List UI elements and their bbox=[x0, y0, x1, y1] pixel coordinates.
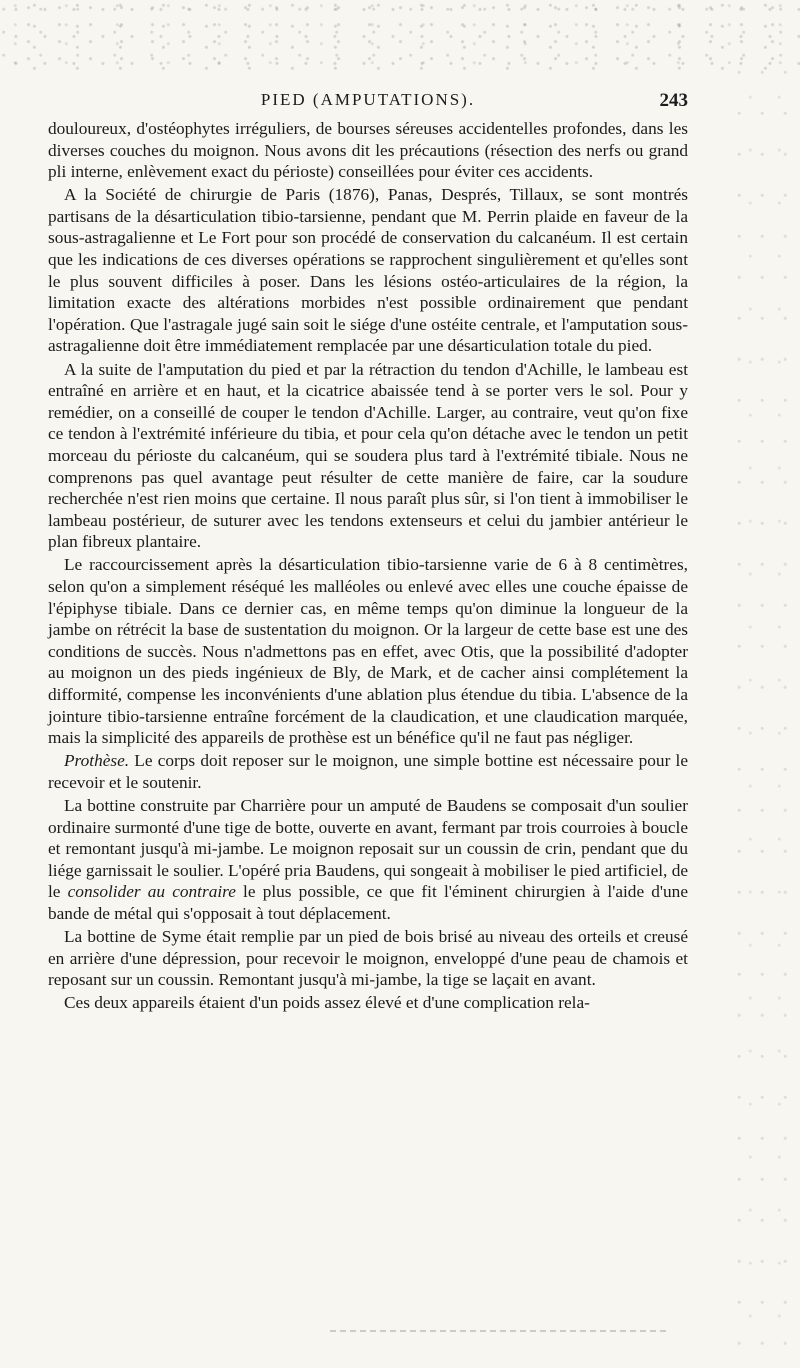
bottine-text-after: le plus possible, ce que fit l'éminent chirurgien à l'aide d'une bande de métal qui s'opposait à tout déplacement. bbox=[48, 882, 688, 923]
paragraph-last: Ces deux appareils étaient d'un poids assez élevé et d'une complication rela- bbox=[64, 993, 590, 1013]
bottom-bleed-through bbox=[330, 1330, 670, 1332]
scan-noise-right bbox=[730, 60, 800, 1360]
paragraph-syme: La bottine de Syme était remplie par un pied de bois brisé au niveau des orteils et creusé en arrière d'une dépression, pour recevoir le moignon, enveloppé d'une peau de chamois et reposant sur un coussin. Remontant jusqu'à mi-jambe, la tige se laçait en avant. bbox=[48, 926, 688, 990]
scan-noise-top bbox=[0, 0, 800, 70]
bottine-emphasis: consolider au contraire bbox=[67, 882, 236, 902]
body-text bbox=[48, 118, 688, 1015]
paragraph-2: A la Société de chirurgie de Paris (1876), Panas, Després, Tillaux, se sont montrés partisans de la désarticulation tibio-tarsienne, pendant que M. Perrin plaide en faveur de la sous-astragalienne et Le Fort pour son procédé de conservation du calcanéum. Il est certain que les indications de ces diverses opérations se rapprochent singulièrement et qu'elles sont le plus souvent difficiles à poser. Dans les lésions ostéo-articulaires de la région, la limitation exacte des altérations morbides n'est possible ordinairement que pendant l'opération. Que l'astragale jugé sain soit le siége d'une ostéite centrale, et l'amputation sous-astragalienne doit être immédiatement remplacée par une désarticulation totale du pied. bbox=[48, 185, 688, 356]
paragraph-1: douloureux, d'ostéophytes irréguliers, de bourses séreuses accidentelles profondes, dans les diverses couches du moignon. Nous avons dit les précautions (résection des nerfs ou grand pli interne, enlèvement exact du périoste) conseillées pour éviter ces accidents. bbox=[48, 119, 688, 182]
paragraph-prothese bbox=[48, 750, 688, 793]
paragraph-3: A la suite de l'amputation du pied et par la rétraction du tendon d'Achille, le lambeau est entraîné en arrière et en haut, et la cicatrice abaissée tend à se porter vers le sol. Pour y remédier, on a conseillé de couper le tendon d'Achille. Larger, au contraire, veut qu'on fixe ce tendon à l'extrémité inférieure du tibia, et pour cela qu'on détache avec le tendon un petit morceau du périoste du calcanéum, qui se soudera plus tard à l'extrémité tibiale. Nous ne comprenons pas quel avantage peut résulter de cette manière de faire, car la soudure recherchée n'est rien moins que certaine. Il nous paraît plus sûr, si l'on tient à immobiliser le lambeau postérieur, de suturer avec les tendons extenseurs et celui du jambier antérieur le plan fibreux plantaire. bbox=[48, 359, 688, 552]
bottine-text-before: La bottine construite par Charrière pour un amputé de Baudens se composait d'un soulier ordinaire surmonté d'une tige de botte, ouverte en avant, fermant par trois courroies à boucle et remontant jusqu'à mi-jambe. Le moignon reposait sur un coussin de crin, pendant que du liége garnissait le soulier. L'opéré pria Baudens, qui songeait à mobiliser le pied artificiel, de le bbox=[48, 795, 688, 902]
prothese-heading: Prothèse. bbox=[64, 751, 130, 771]
paragraph-4: Le raccourcissement après la désarticulation tibio-tarsienne varie de 6 à 8 centimètres, selon qu'on a simplement réséqué les malléoles ou enlevé avec elles une couche épaisse de l'épiphyse tibiale. Dans ce dernier cas, en même temps qu'on diminue la longueur de la jambe on rétrécit la base de sustentation du moignon. Or la largeur de cette base est une des conditions de succès. Nous n'admettons pas en effet, avec Otis, que la possibilité d'adopter au moignon un des pieds ingénieux de Bly, de Mark, et de cacher ainsi complétement la difformité, compense les inconvénients d'une ablation plus étendue du tibia. L'absence de la jointure tibio-tarsienne entraîne forcément de la claudication, et une claudication marquée, mais la simplicité des appareils de prothèse est un bénéfice qu'il ne faut pas négliger. bbox=[48, 555, 688, 748]
page-number: 243 bbox=[659, 90, 688, 111]
paragraph-bottine-charriere bbox=[48, 795, 688, 925]
page-header bbox=[48, 90, 688, 118]
running-head: PIED (AMPUTATIONS). bbox=[260, 90, 476, 109]
prothese-text: Le corps doit reposer sur le moignon, une simple bottine est nécessaire pour le recevoir et le soutenir. bbox=[48, 751, 688, 792]
